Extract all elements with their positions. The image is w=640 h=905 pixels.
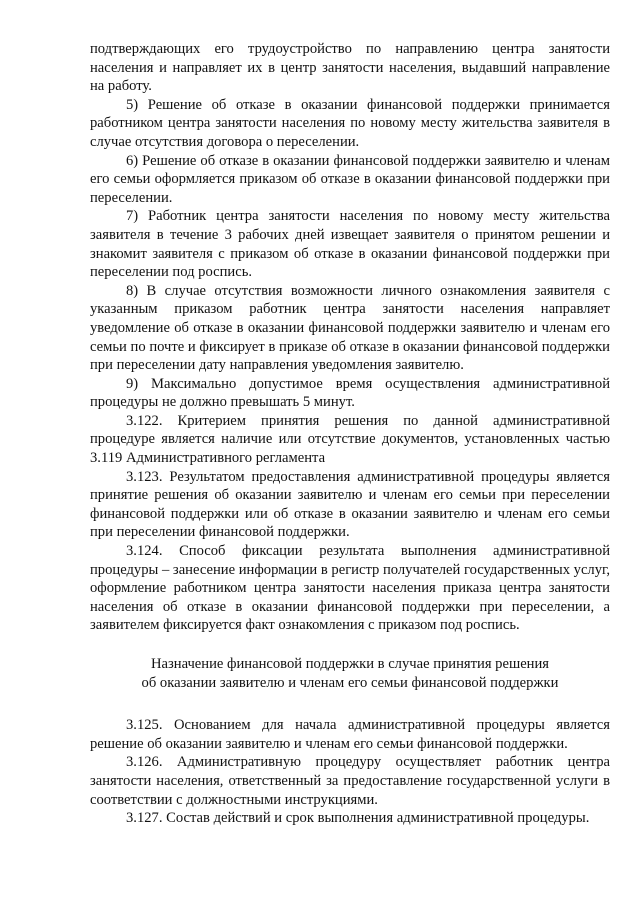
paragraph-3-122: 3.122. Критерием принятия решения по данной административной процедуре является наличие или отсутствие документов, установленных частью 3.119 Административного регламента <box>90 412 610 467</box>
paragraph-item-9: 9) Максимально допустимое время осуществления административной процедуры не должно превышать 5 минут. <box>90 375 610 411</box>
section-heading-line-1: Назначение финансовой поддержки в случае принятия решения <box>150 656 550 672</box>
paragraph-3-126: 3.126. Административную процедуру осуществляет работник центра занятости населения, ответственный за предоставление государственной услуги в соответствии с должностными инструкциями. <box>90 754 610 808</box>
document-page <box>90 40 610 828</box>
paragraph-item-5: 5) Решение об отказе в оказании финансовой поддержки принимается работником центра занятости населения по новому месту жительства заявителя в случае отсутствия договора о переселении. <box>90 96 610 150</box>
paragraph-3-123: 3.123. Результатом предоставления административной процедуры является принятие решения об оказании заявителю и членам его семьи при переселении финансовой поддержки или об отказе в оказании заявителю и членам его семьи при переселении финансовой поддержки. <box>90 468 610 541</box>
paragraph-item-7: 7) Работник центра занятости населения по новому месту жительства заявителя в течение 3 рабочих дней извещает заявителя о принятом решении и знакомит заявителя с приказом об отказе в оказании финансовой поддержки при переселении под роспись. <box>90 208 610 281</box>
paragraph-item-6: 6) Решение об отказе в оказании финансовой поддержки заявителю и членам его семьи оформляется приказом об отказе в оказании финансовой поддержки при переселении. <box>90 152 610 206</box>
section-heading-line-2: об оказании заявителю и членам его семьи финансовой поддержки <box>141 674 559 691</box>
paragraph-3-125: 3.125. Основанием для начала административной процедуры является решение об оказании заявителю и членам его семьи финансовой поддержки. <box>90 717 610 752</box>
paragraph-continuation: подтверждающих его трудоустройство по направлению центра занятости населения и направляет их в центр занятости населения, выдавший направление на работу. <box>90 41 610 95</box>
section-heading <box>90 655 610 692</box>
paragraph-3-127: 3.127. Состав действий и срок выполнения административной процедуры. <box>126 810 590 827</box>
paragraph-item-8: 8) В случае отсутствия возможности личного ознакомления заявителя с указанным приказом работник центра занятости населения направляет уведомление об отказе в оказании финансовой поддержки заявителю и членам его семьи по почте и фиксирует в приказе об отказе в оказании финансовой поддержки при переселении дату направления уведомления заявителю. <box>90 282 610 374</box>
paragraph-3-124: 3.124. Способ фиксации результата выполнения административной процедуры – занесение информации в регистр получателей государственных услуг, оформление работником центра занятости населения приказа центра занятости населения об отказе в оказании финансовой поддержки при переселении, а заявителем фиксируется факт ознакомления с приказом под роспись. <box>90 543 610 634</box>
